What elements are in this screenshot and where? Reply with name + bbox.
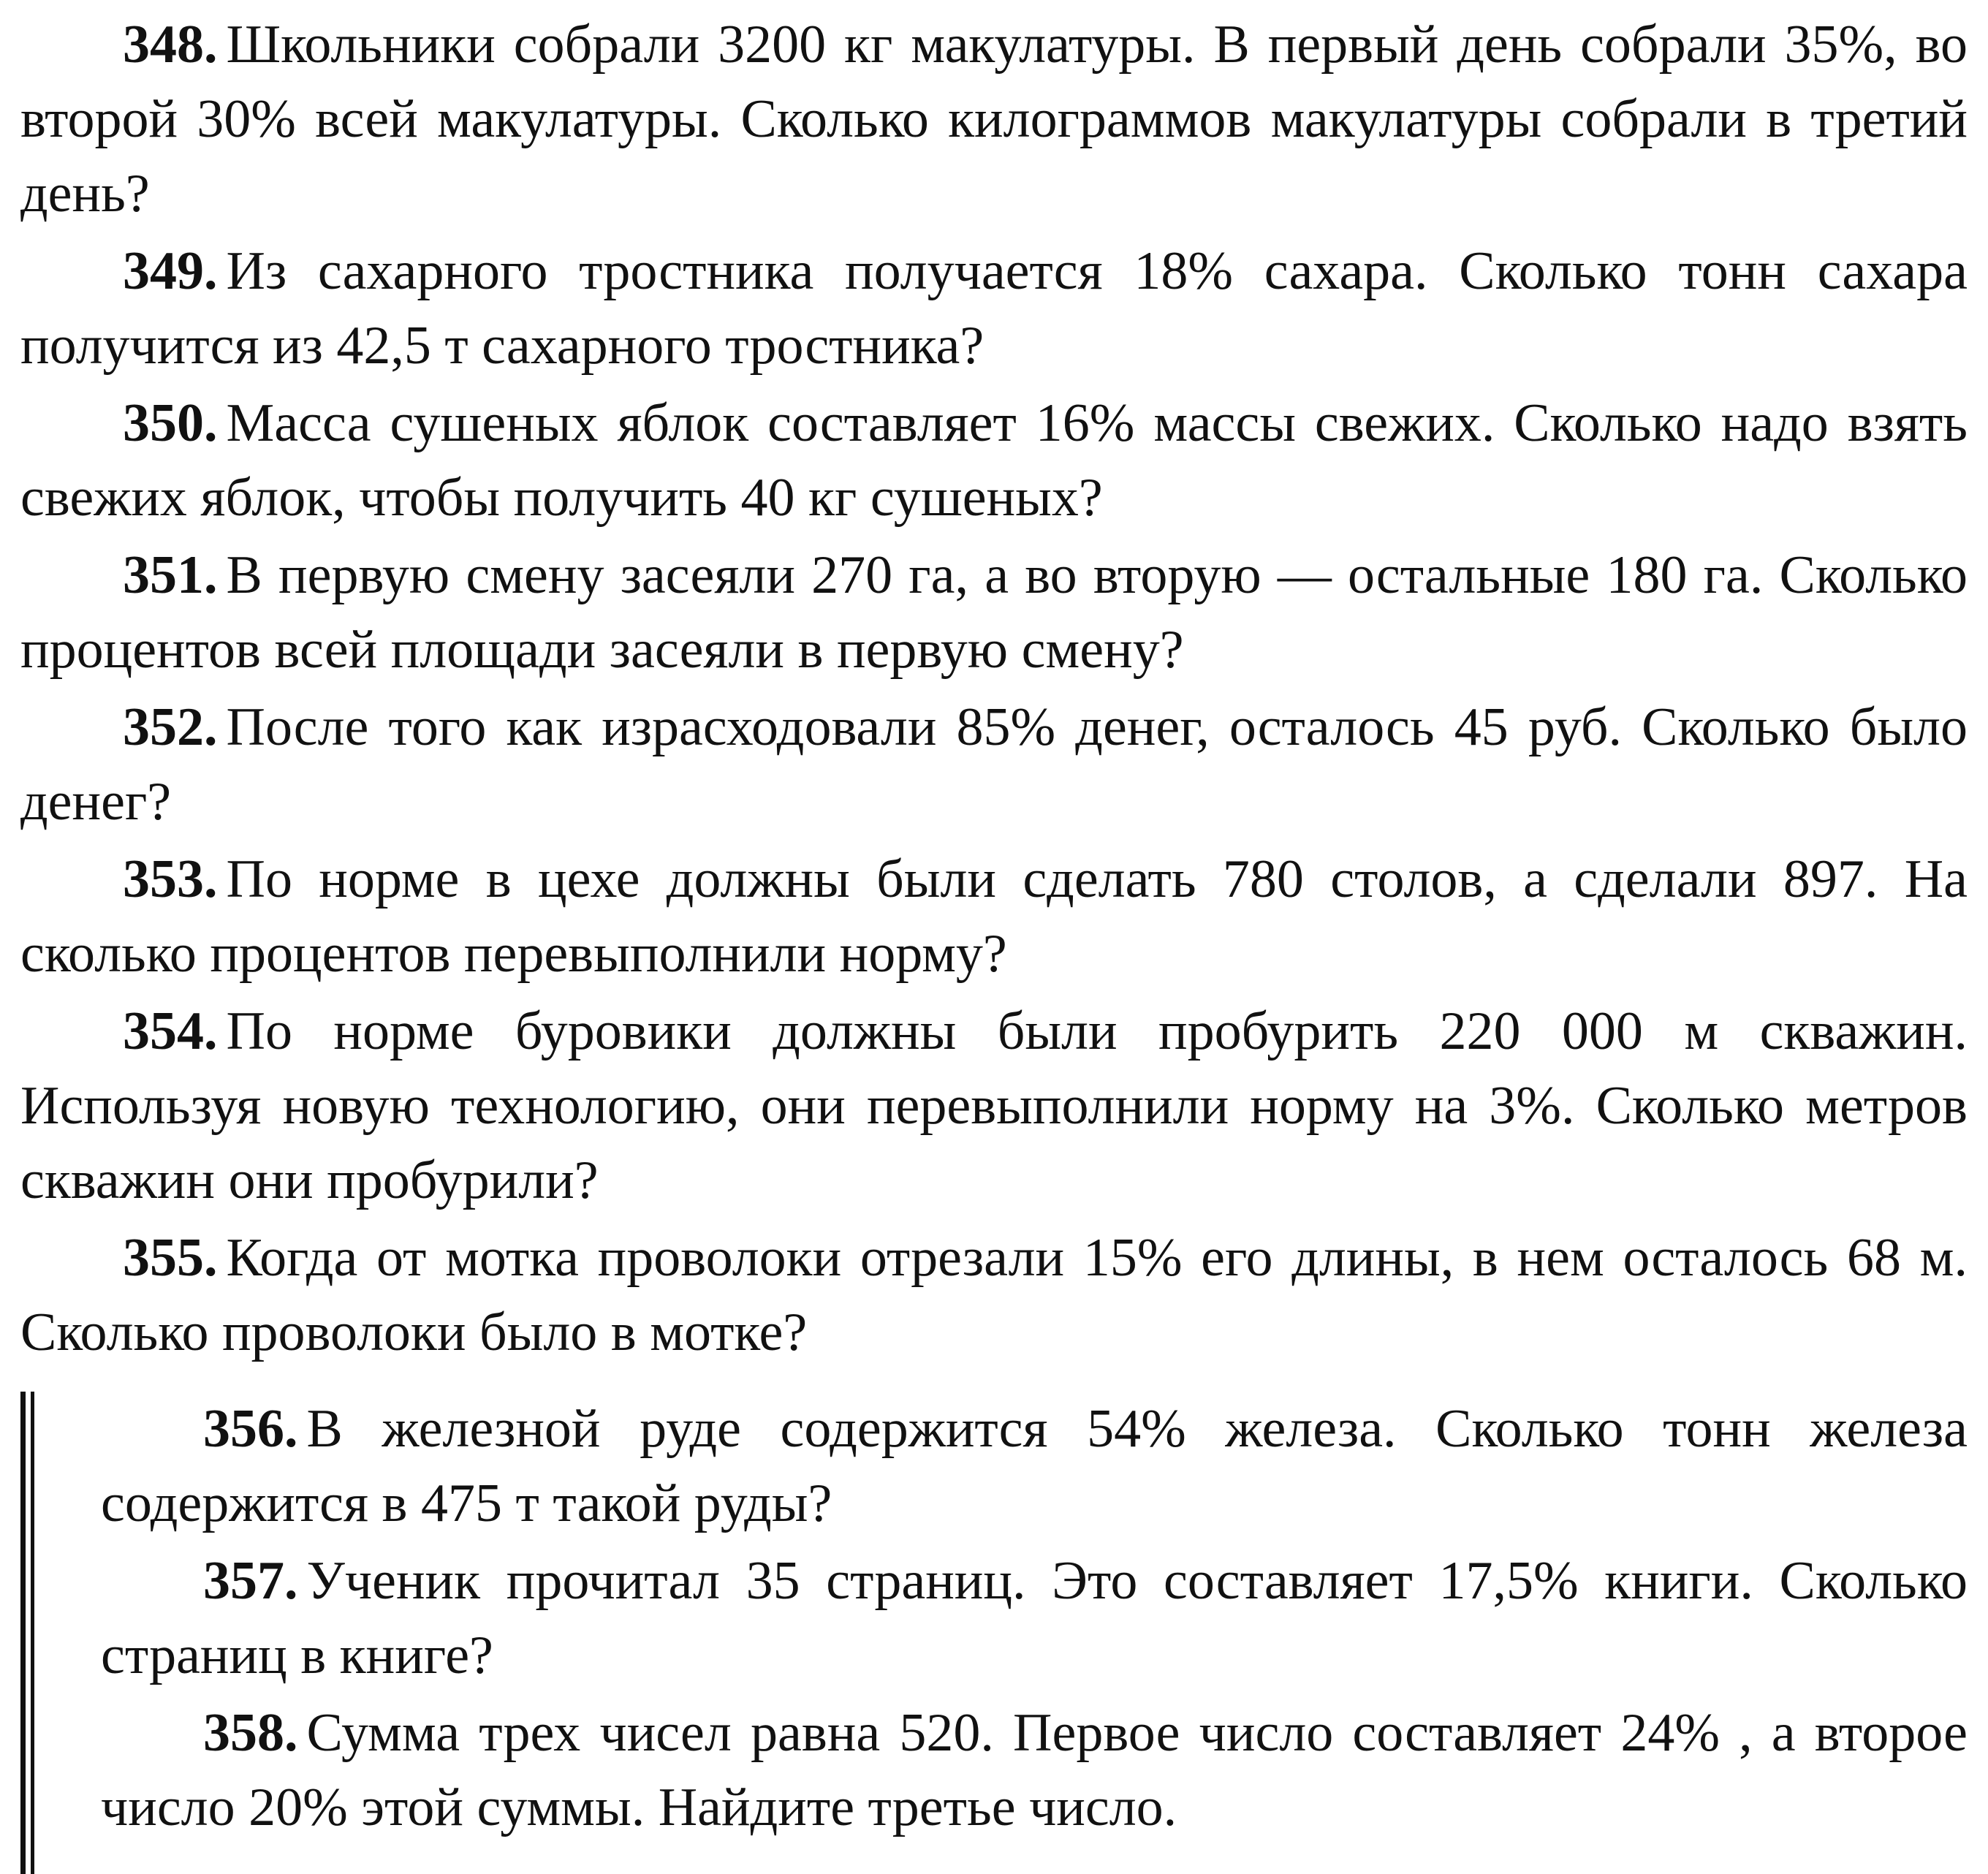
problem-text: В первую смену засеяли 270 га, а во вторую — остальные 180 га. Сколько процентов всей площади засеяли в первую смену? [20,545,1968,680]
problem-text: Сумма трех чисел равна 520. Первое число составляет 24% , а второе число 20% этой суммы. Найдите третье число. [101,1703,1968,1837]
problem-350 [20,386,1968,535]
problem-number: 354. [123,1001,218,1061]
problem-349 [20,234,1968,383]
problem-number: 352. [123,697,218,757]
problem-text: Из сахарного тростника получается 18% сахара. Сколько тонн сахара получится из 42,5 т сахарного тростника? [20,241,1968,376]
problem-text: После того как израсходовали 85% денег, осталось 45 руб. Сколько было денег? [20,697,1968,832]
problem-text: Школьники собрали 3200 кг макулатуры. В первый день собрали 35%, во второй 30% всей макулатуры. Сколько килограммов макулатуры собрали в третий день? [20,15,1968,224]
problem-text: Когда от мотка проволоки отрезали 15% его длины, в нем осталось 68 м. Сколько проволоки было в мотке? [20,1228,1968,1362]
advanced-problems-section [20,1392,1968,1845]
problem-number: 355. [123,1228,218,1288]
problem-357 [101,1544,1968,1693]
problem-353 [20,842,1968,991]
problem-number: 349. [123,241,218,301]
problem-number: 353. [123,849,218,909]
problem-number: 350. [123,393,218,453]
problem-text: Масса сушеных яблок составляет 16% массы свежих. Сколько надо взять свежих яблок, чтобы получить 40 кг сушеных? [20,393,1968,528]
problem-356 [101,1392,1968,1541]
problem-354 [20,994,1968,1218]
problem-number: 348. [123,15,218,75]
problem-number: 358. [203,1703,298,1763]
problem-text: По норме буровики должны были пробурить 220 000 м скважин. Используя новую технологию, они перевыполнили норму на 3%. Сколько метров скважин они пробурили? [20,1001,1968,1210]
problem-text: В железной руде содержится 54% железа. Сколько тонн железа содержится в 475 т такой руды? [101,1399,1968,1533]
problem-number: 356. [203,1399,298,1459]
marker-bar-thick [20,1392,26,1874]
double-bar-marker [20,1392,39,1874]
problem-text: Ученик прочитал 35 страниц. Это составляет 17,5% книги. Сколько страниц в книге? [101,1551,1968,1685]
problem-355 [20,1221,1968,1370]
problem-358 [101,1696,1968,1845]
textbook-page [20,7,1968,1848]
problem-number: 357. [203,1551,298,1611]
problem-351 [20,538,1968,687]
marker-bar-thin [31,1392,34,1874]
problem-352 [20,690,1968,839]
problem-text: По норме в цехе должны были сделать 780 столов, а сделали 897. На сколько процентов перевыполнили норму? [20,849,1968,984]
problem-348 [20,7,1968,231]
problem-number: 351. [123,545,218,605]
